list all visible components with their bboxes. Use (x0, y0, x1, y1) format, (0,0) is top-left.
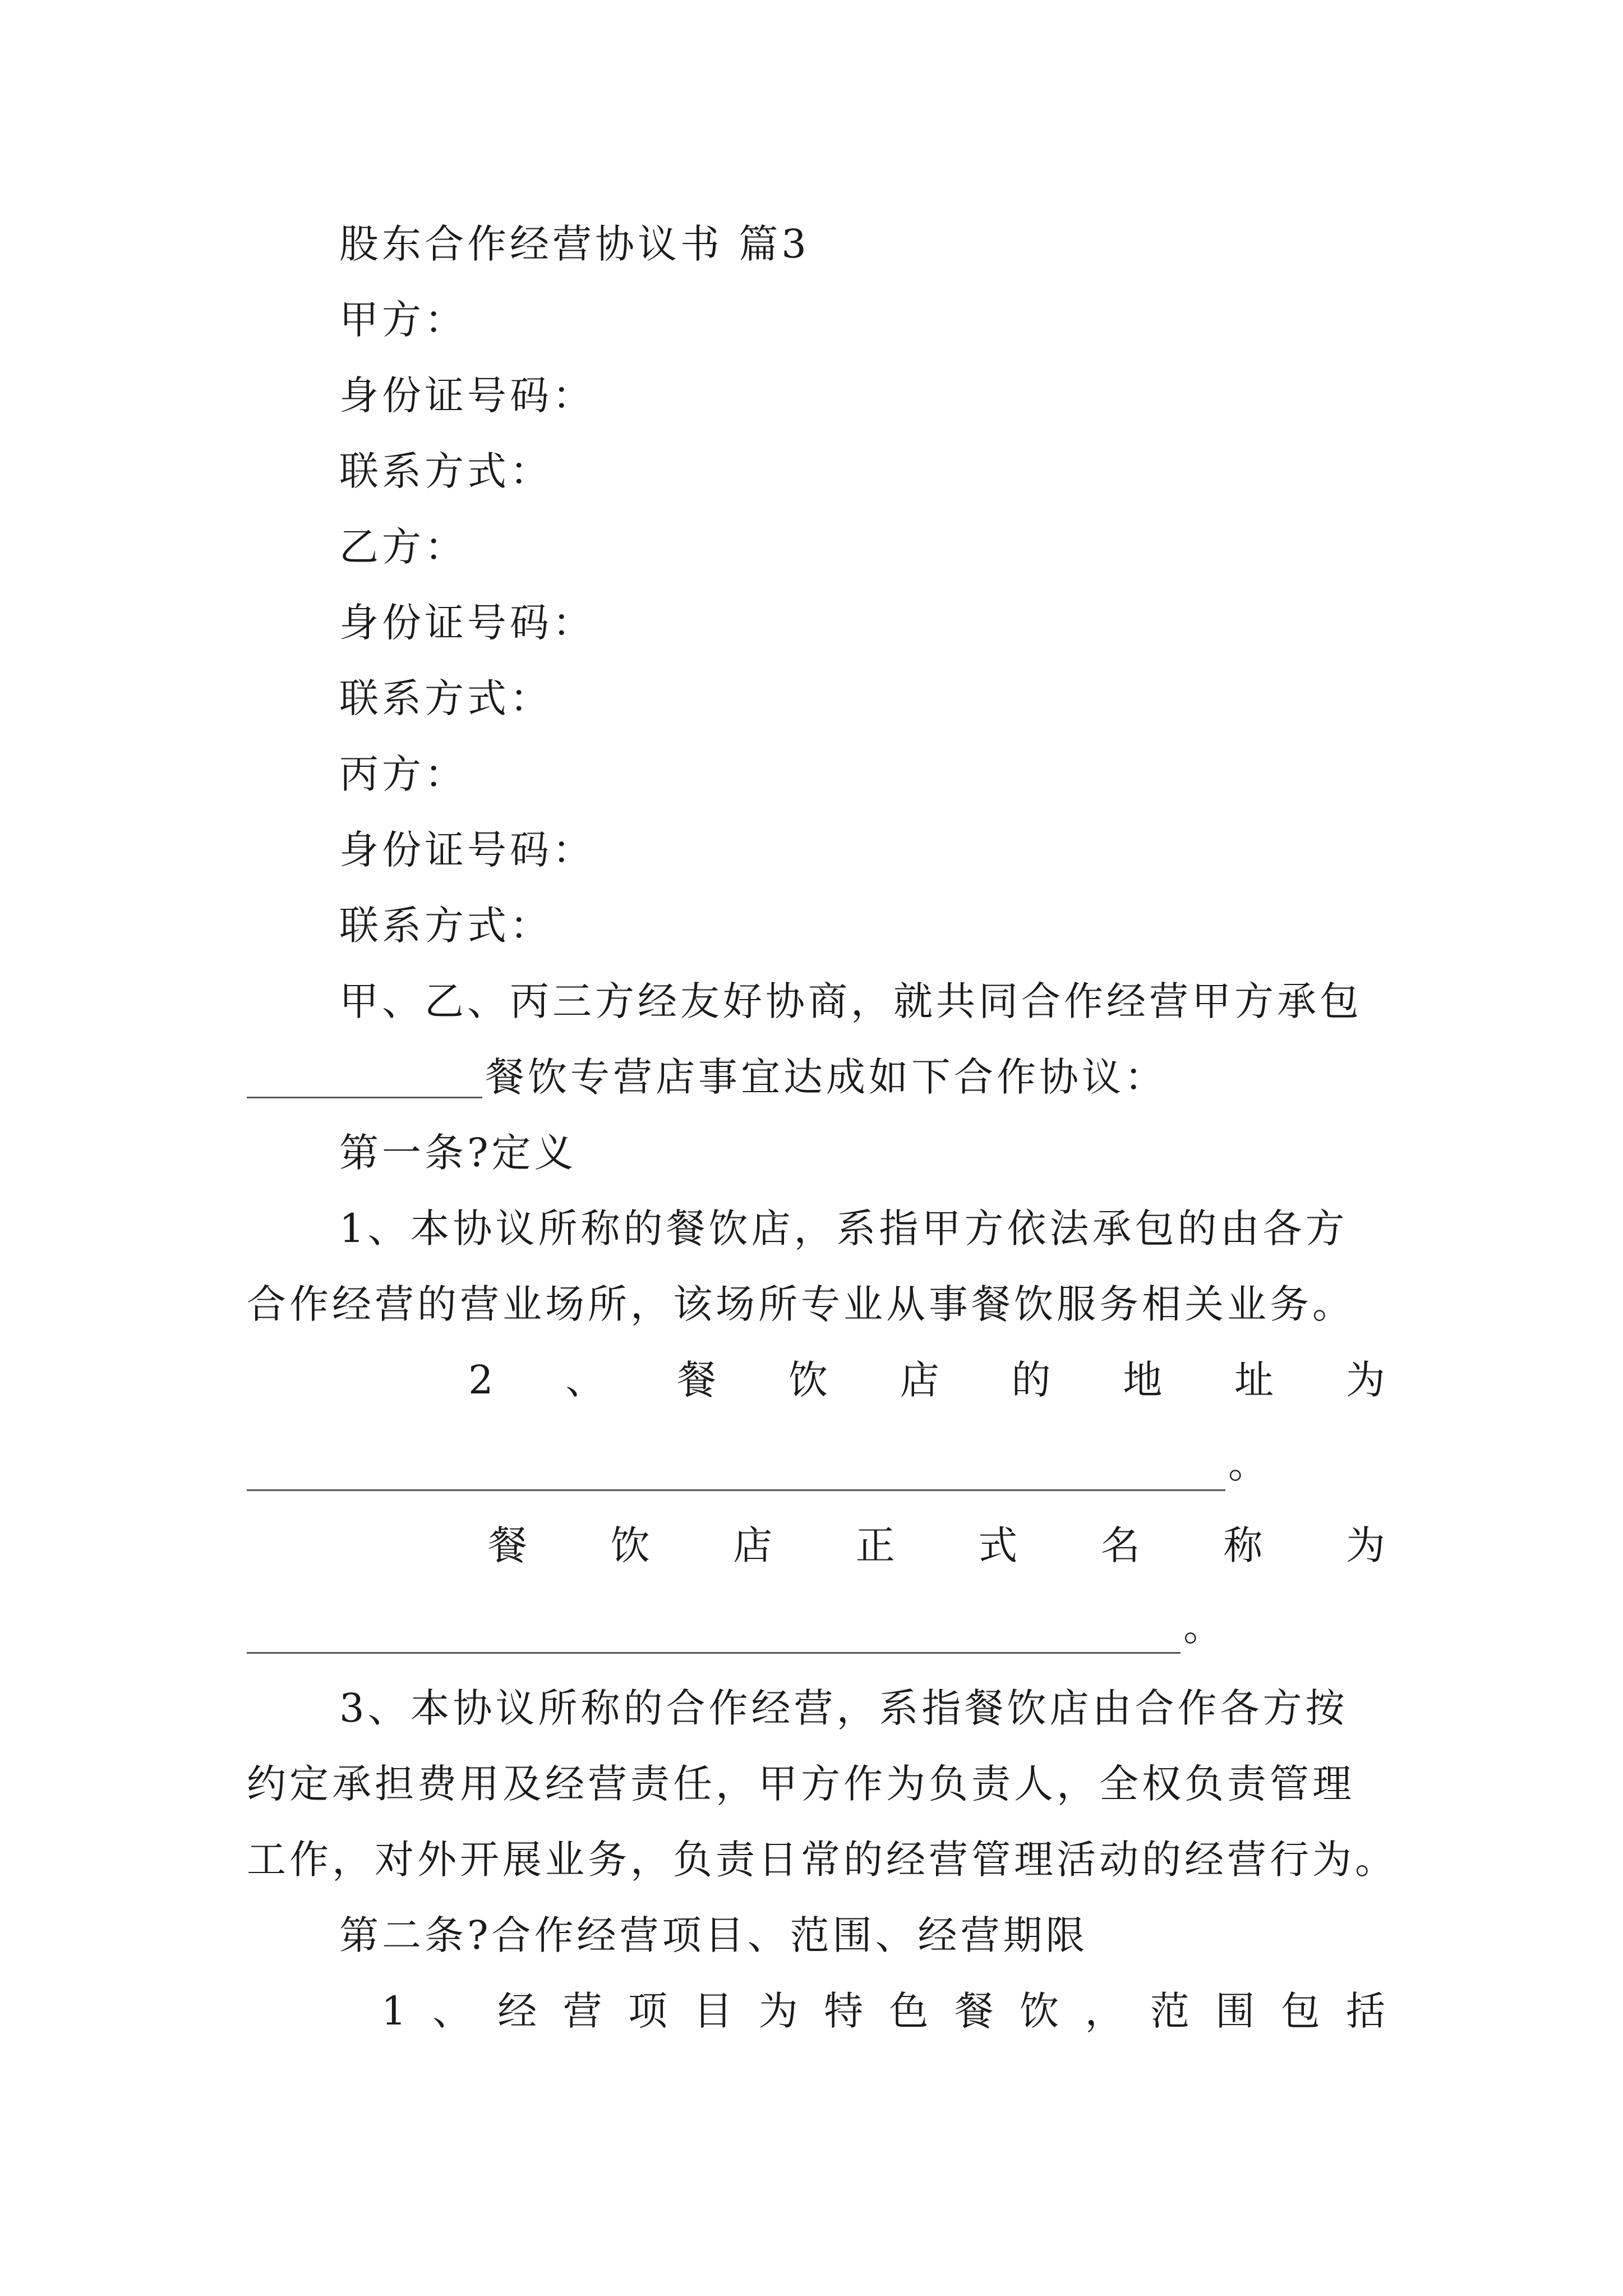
party-c-label: 丙方： (339, 751, 467, 797)
justified-char: 为 (758, 1988, 798, 2034)
justified-char: 式 (978, 1522, 1018, 1568)
justified-char: 经 (497, 1988, 537, 2034)
justified-char: 称 (1223, 1522, 1263, 1568)
name-period: 。 (1183, 1604, 1223, 1650)
article-2-clause-1-line (381, 1983, 1385, 2039)
party-a-label: 甲方： (339, 297, 467, 343)
article-1-name-line (488, 1517, 1385, 1573)
article-1-clause-3-line-2: 约定承担费用及经营责任，甲方作为负责人，全权负责管理 (247, 1761, 1355, 1807)
justified-char: 2 (468, 1357, 494, 1403)
justified-char: 色 (889, 1988, 929, 2034)
justified-char: 地 (1123, 1357, 1163, 1403)
justified-char: 括 (1345, 1988, 1385, 2034)
justified-char: 址 (1234, 1357, 1274, 1403)
justified-char: 店 (733, 1522, 773, 1568)
justified-char: 饮 (788, 1357, 828, 1403)
party-a-contact-label: 联系方式： (339, 448, 552, 494)
justified-char: 目 (693, 1988, 733, 2034)
article-1-clause-1-line-2: 合作经营的营业场所，该场所专业从事餐饮服务相关业务。 (247, 1281, 1355, 1327)
article-1-clause-3-line-3: 工作，对外开展业务，负责日常的经营管理活动的经营行为。 (247, 1837, 1398, 1883)
party-a-id-label: 身份证号码： (339, 372, 595, 418)
party-b-id-label: 身份证号码： (339, 600, 595, 646)
justified-char: 饮 (1020, 1988, 1059, 2034)
article-1-clause-1-line-1: 1、本协议所称的餐饮店，系指甲方依法承包的由各方 (339, 1205, 1348, 1251)
justified-char: ， (1085, 1988, 1124, 2034)
intro-line-2: 餐饮专营店事宜达成如下合作协议： (485, 1054, 1167, 1100)
justified-char: 、 (565, 1357, 605, 1403)
article-1-heading: 第一条?定义 (339, 1130, 577, 1176)
justified-char: 1 (381, 1988, 407, 2034)
justified-char: 、 (432, 1988, 472, 2034)
article-1-clause-2-line (468, 1352, 1385, 1408)
justified-char: 围 (1215, 1988, 1255, 2034)
party-b-label: 乙方： (339, 524, 467, 570)
justified-char: 餐 (677, 1357, 717, 1403)
store-name-blank (247, 1097, 482, 1098)
justified-char: 特 (824, 1988, 864, 2034)
justified-char: 正 (855, 1522, 895, 1568)
party-b-contact-label: 联系方式： (339, 675, 552, 721)
article-2-heading: 第二条?合作经营项目、范围、经营期限 (339, 1912, 1089, 1958)
store-official-name-blank (247, 1652, 1181, 1654)
address-blank (247, 1489, 1225, 1491)
party-c-contact-label: 联系方式： (339, 903, 552, 949)
document-title: 股东合作经营协议书 篇3 (339, 221, 810, 267)
party-c-id-label: 身份证号码： (339, 827, 595, 873)
address-period: 。 (1228, 1441, 1267, 1487)
justified-char: 店 (900, 1357, 939, 1403)
justified-char: 饮 (610, 1522, 650, 1568)
justified-char: 餐 (488, 1522, 527, 1568)
justified-char: 名 (1100, 1522, 1140, 1568)
justified-char: 为 (1345, 1357, 1385, 1403)
justified-char: 项 (628, 1988, 667, 2034)
justified-char: 包 (1280, 1988, 1320, 2034)
justified-char: 的 (1011, 1357, 1051, 1403)
justified-char: 范 (1150, 1988, 1189, 2034)
article-1-clause-3-line-1: 3、本协议所称的合作经营，系指餐饮店由合作各方按 (339, 1685, 1348, 1731)
justified-char: 餐 (954, 1988, 994, 2034)
intro-line-1: 甲、乙、丙三方经友好协商，就共同合作经营甲方承包 (339, 978, 1362, 1024)
justified-char: 为 (1345, 1522, 1385, 1568)
justified-char: 营 (562, 1988, 602, 2034)
